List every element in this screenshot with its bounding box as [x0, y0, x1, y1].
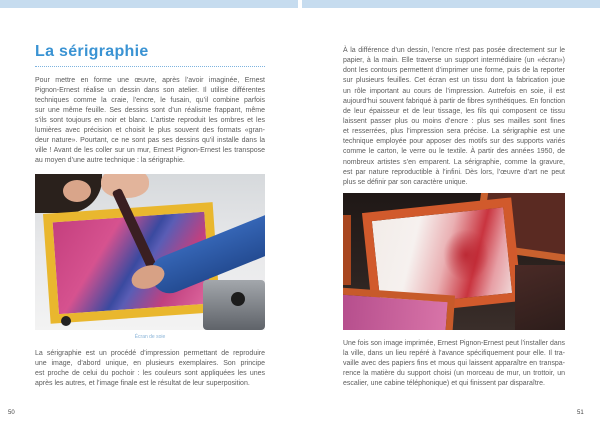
text-line — [35, 359, 265, 369]
text-line — [343, 107, 565, 117]
text-line-content: deur nature». Pourtant, ce ne sont pas ses dessins qu’il installe dans la — [35, 137, 265, 144]
text-line — [343, 168, 565, 178]
text-line — [35, 106, 265, 116]
text-line-content: et resserrées, plus l’impression sera précise. La sérigraphie est une — [343, 128, 565, 136]
text-line — [35, 156, 265, 166]
frame-knob — [61, 316, 71, 326]
text-line-content: Une fois son image imprimée, Ernest Pignon-Ernest peut l’installer dans — [343, 340, 565, 347]
text-line — [343, 76, 565, 86]
page-number: 50 — [8, 410, 15, 416]
text-line-content: comme le carton, le verre ou le textile. À partir des années 1950, de — [343, 148, 565, 156]
text-line-content: La sérigraphie est un procédé d’impression permettant de reproduire — [35, 350, 265, 357]
text-line-content: rence la matière du support choisi (un morceau de mur, un trottoir, un — [343, 370, 565, 377]
text-line-content: au moyen d’une autre technique : la sérigraphie. — [35, 157, 185, 164]
text-line — [343, 117, 565, 127]
text-line-content: À la différence d’un dessin, l’encre n’est pas posée directement sur le — [343, 47, 565, 54]
hand — [101, 174, 149, 198]
text-line — [343, 178, 565, 188]
text-line — [343, 359, 565, 369]
text-line — [35, 349, 265, 359]
text-line — [343, 339, 565, 349]
photo-caption: Écran de soie — [134, 334, 166, 340]
text-line — [35, 126, 265, 136]
text-line-content: ville ! Avant de les coller sur un mur, Ernest Pignon-Ernest les transpose — [35, 147, 265, 154]
text-line-content: Pour mettre en forme une œuvre, après l’avoir imaginée, Ernest — [35, 77, 265, 84]
text-line-content: escalier, une cabine téléphonique) et qui finissent par disparaître. — [343, 380, 545, 387]
page-title: La sérigraphie — [35, 43, 149, 60]
text-line-content: une image, d’abord unique, en plusieurs exemplaires. Son principe — [35, 360, 265, 367]
frames-photo — [343, 193, 565, 330]
intro-paragraph — [35, 76, 265, 166]
text-line — [35, 379, 265, 389]
text-line-content: est par nature reproductible à l’infini. Dès lors, l’œuvre d’art ne peut — [343, 168, 565, 176]
text-line — [35, 136, 265, 146]
text-line — [343, 127, 565, 137]
dark-stack — [515, 265, 565, 330]
text-line-content: de leur épaisseur et de leur tissage, les fils qui composent ce tissu — [343, 107, 565, 115]
text-line — [35, 86, 265, 96]
text-line-content: laissent passer plus ou moins d’encre : plus ses mailles sont fines — [343, 117, 565, 125]
text-line-content: aujourd’hui souvent fabriqué à partir de fibres synthétiques. En fonction — [343, 97, 565, 105]
text-line-content: après les autres, et l’image finale est le résultat de leur superposition. — [35, 380, 250, 387]
right-page — [300, 0, 600, 434]
text-line-content: vaille avec des papiers fins et mous qui laissent apparaître en transpa- — [343, 360, 565, 367]
intro-paragraph — [343, 46, 565, 188]
text-line — [343, 147, 565, 157]
text-line-content: la ville, dans un lieu repéré à l’avance spécifiquement pour elle. Il tra- — [343, 350, 565, 357]
text-line-content: plus se définir par son caractère unique. — [343, 178, 468, 186]
text-line — [343, 56, 565, 66]
text-line — [343, 349, 565, 359]
hand — [63, 180, 91, 202]
text-line-content: un rôle important au cours de l’impression. Autrefois en soie, il est — [343, 87, 565, 95]
text-line — [35, 96, 265, 106]
text-line — [343, 379, 565, 389]
text-line — [343, 66, 565, 76]
title-dotted-rule — [35, 66, 265, 67]
orange-frame-edge — [343, 215, 351, 285]
clamp-knob — [231, 292, 245, 306]
header-band — [302, 0, 600, 8]
text-line-content: dont les contours permettent d’imprimer une forme, puis de la reporter — [343, 67, 565, 75]
text-line-content: papier, à la main. Elle traverse un support intermédiaire (un «écran») — [343, 57, 565, 65]
text-line — [343, 87, 565, 97]
text-line — [343, 137, 565, 147]
text-line — [35, 116, 265, 126]
header-band — [0, 0, 298, 8]
text-line — [35, 76, 265, 86]
text-line — [343, 46, 565, 56]
text-line-content: lumières avec précision et choisit le plus souvent des formats «gran- — [35, 127, 265, 134]
text-line-content: s’ils sont toujours en noir et blanc. L’artiste reproduit les ombres et les — [35, 117, 265, 124]
text-line-content: sur plusieurs feuilles. Cet écran est un tissu dont la fabrication joue — [343, 77, 565, 85]
text-line — [343, 97, 565, 107]
silkscreen-photo — [35, 174, 265, 330]
text-line-content: technique employée pour apposer des motifs sur des supports variés — [343, 138, 565, 146]
text-line — [35, 146, 265, 156]
text-line-content: Pignon-Ernest réalise un dessin dans son atelier. Il utilise différentes — [35, 87, 265, 94]
text-line-content: nombreux artistes s’en emparent. La sérigraphie, comme la gravure, — [343, 158, 565, 166]
text-line-content: est proche de celui du pochoir : les couleurs sont appliquées les unes — [35, 370, 265, 377]
text-line-content: techniques comme la craie, l’encre, le fusain, qu’il combine parfois — [35, 97, 265, 104]
text-line-content: sur une même feuille. Ses dessins sont d’un réalisme frappant, même — [35, 107, 265, 114]
page-number: 51 — [577, 410, 584, 416]
text-line — [35, 369, 265, 379]
red-paint-smear — [440, 227, 491, 284]
body-paragraph — [35, 349, 265, 389]
text-line — [343, 158, 565, 168]
text-line — [343, 369, 565, 379]
body-paragraph — [343, 339, 565, 389]
